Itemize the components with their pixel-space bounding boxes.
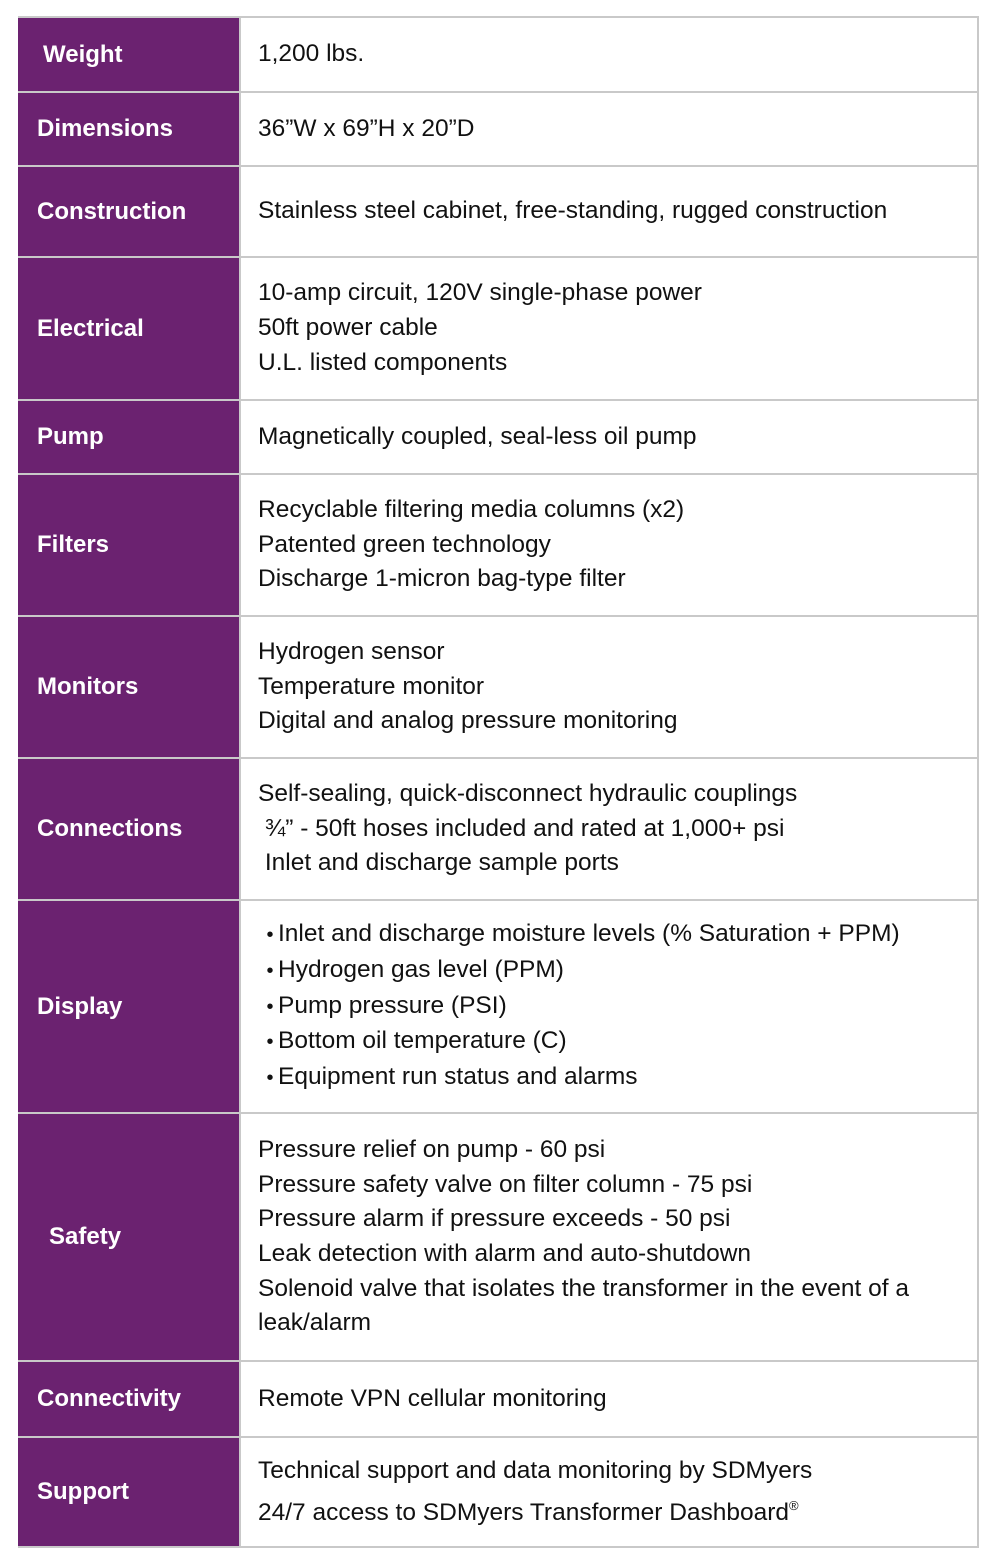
spec-label: Connectivity — [19, 1361, 240, 1437]
spec-row-electrical — [19, 257, 978, 400]
spec-value — [240, 92, 978, 166]
spec-label: Construction — [19, 166, 240, 257]
spec-line: Stainless steel cabinet, free-standing, rugged construction — [258, 197, 888, 225]
spec-value — [240, 616, 978, 758]
spec-label: Monitors — [19, 616, 240, 758]
spec-row-construction — [19, 166, 978, 257]
spec-line: U.L. listed components — [258, 348, 508, 376]
spec-label: Connections — [19, 758, 240, 900]
spec-row-filters — [19, 474, 978, 616]
spec-row-display — [19, 900, 978, 1113]
spec-line: Remote VPN cellular monitoring — [258, 1384, 607, 1412]
spec-label: Safety — [19, 1113, 240, 1361]
spec-line: Solenoid valve that isolates the transformer in the event of a leak/alarm — [258, 1274, 916, 1337]
spec-line: 10-amp circuit, 120V single-phase power — [258, 279, 702, 307]
spec-value — [240, 758, 978, 900]
spec-line: Discharge 1-micron bag-type filter — [258, 565, 626, 593]
spec-row-safety — [19, 1113, 978, 1361]
spec-label: Weight — [19, 17, 240, 92]
spec-line — [258, 1489, 963, 1531]
spec-value — [240, 900, 978, 1113]
spec-line: Inlet and discharge sample ports — [258, 849, 619, 877]
spec-row-dimensions — [19, 92, 978, 166]
spec-line: Self-sealing, quick-disconnect hydraulic couplings — [258, 779, 798, 807]
spec-label: Filters — [19, 474, 240, 616]
spec-table — [18, 16, 979, 1548]
spec-value — [240, 400, 978, 474]
dashboard-text: 24/7 access to SDMyers Transformer Dashboard — [258, 1498, 790, 1526]
spec-row-connectivity — [19, 1361, 978, 1437]
spec-label: Electrical — [19, 257, 240, 400]
spec-value — [240, 1437, 978, 1547]
bullet-item: • Pump pressure (PSI) — [258, 989, 963, 1025]
spec-value — [240, 1113, 978, 1361]
spec-value — [240, 166, 978, 257]
spec-line: Patented green technology — [258, 530, 551, 558]
spec-row-support — [19, 1437, 978, 1547]
spec-line: Leak detection with alarm and auto-shutdown — [258, 1240, 752, 1267]
spec-label: Dimensions — [19, 92, 240, 166]
spec-row-connections — [19, 758, 978, 900]
spec-line: Temperature monitor — [258, 672, 485, 700]
spec-label: Display — [19, 900, 240, 1113]
spec-value — [240, 257, 978, 400]
spec-value — [240, 1361, 978, 1437]
bullet-item: • Hydrogen gas level (PPM) — [258, 953, 963, 989]
spec-line: 1,200 lbs. — [258, 40, 365, 68]
registered-mark: ® — [789, 1497, 799, 1513]
bullet-item: • Inlet and discharge moisture levels (% Saturation + PPM) — [258, 917, 963, 953]
spec-value — [240, 17, 978, 92]
spec-value — [240, 474, 978, 616]
spec-line: Technical support and data monitoring by SDMyers — [258, 1456, 813, 1484]
spec-line: Pressure safety valve on filter column - 75 psi — [258, 1170, 753, 1198]
spec-label: Pump — [19, 400, 240, 474]
spec-row-monitors — [19, 616, 978, 758]
spec-line: Pressure alarm if pressure exceeds - 50 psi — [258, 1205, 731, 1233]
bullet-item: • Equipment run status and alarms — [258, 1060, 963, 1096]
spec-line: Digital and analog pressure monitoring — [258, 707, 678, 735]
spec-line: Magnetically coupled, seal-less oil pump — [258, 422, 697, 450]
bullet-item: • Bottom oil temperature (C) — [258, 1024, 963, 1060]
spec-line: Recyclable filtering media columns (x2) — [258, 495, 685, 523]
spec-row-weight — [19, 17, 978, 92]
spec-label: Support — [19, 1437, 240, 1547]
spec-line: Pressure relief on pump - 60 psi — [258, 1135, 606, 1163]
spec-line: Hydrogen sensor — [258, 637, 445, 665]
spec-line: 50ft power cable — [258, 314, 438, 342]
spec-row-pump — [19, 400, 978, 474]
spec-line: 36”W x 69”H x 20”D — [258, 114, 475, 142]
spec-line: ¾” - 50ft hoses included and rated at 1,000+ psi — [258, 814, 785, 842]
